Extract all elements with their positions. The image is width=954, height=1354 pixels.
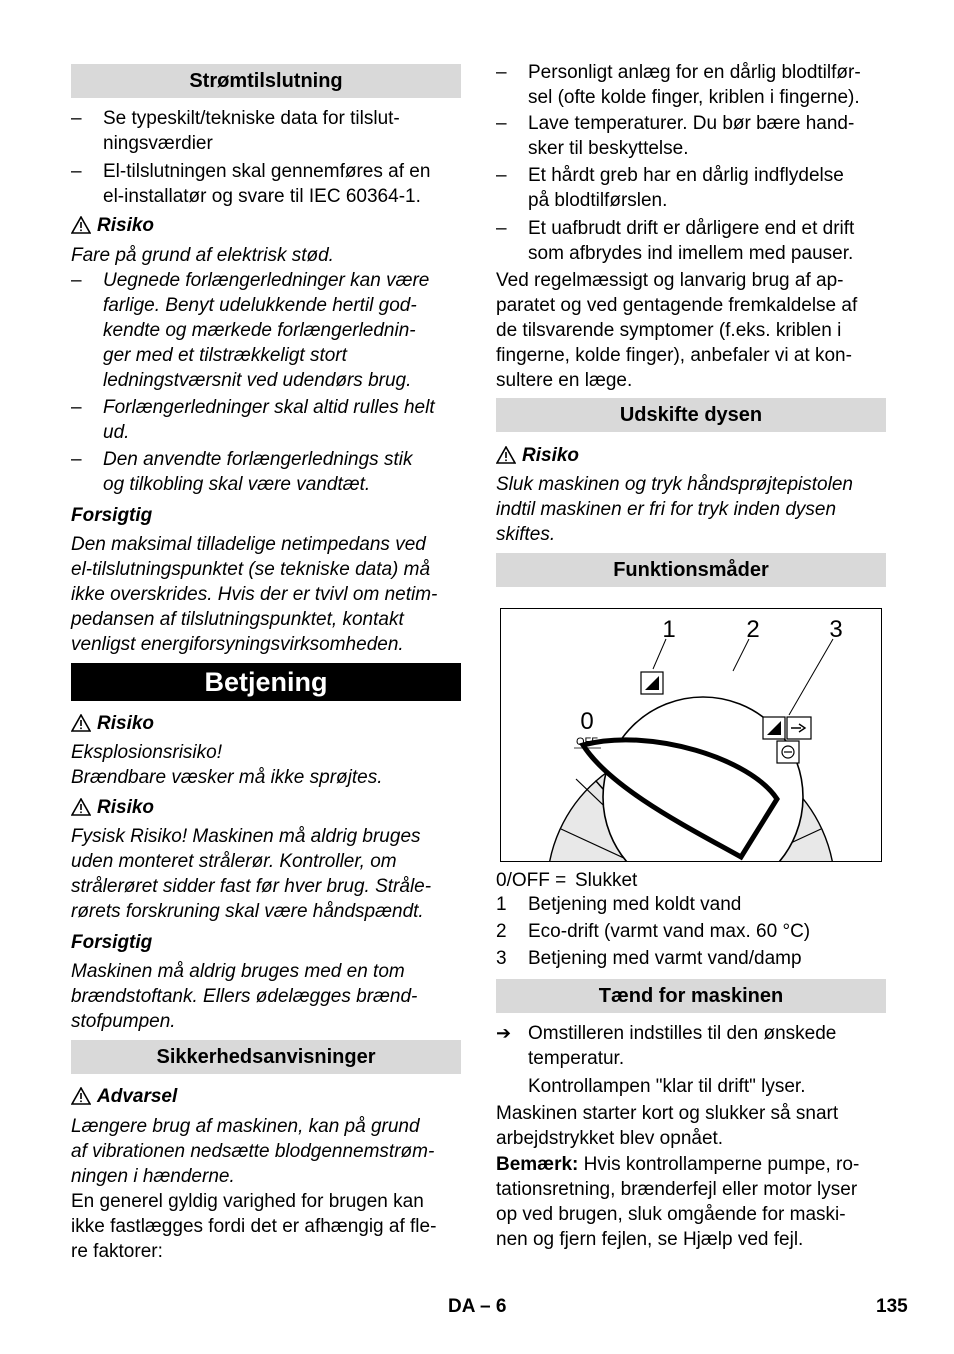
warning-heading: Advarsel bbox=[71, 1084, 177, 1109]
chapter-heading-operation: Betjening bbox=[71, 663, 461, 701]
arrow-right-icon: ➔ bbox=[496, 1023, 512, 1043]
section-heading-nozzle: Udskifte dysen bbox=[496, 398, 886, 432]
off-label: OFF bbox=[576, 736, 598, 748]
risk-text: Brændbare væsker må ikke sprøjtes. bbox=[71, 767, 383, 788]
callout-2: 2 bbox=[746, 616, 760, 643]
warning-triangle-icon bbox=[71, 216, 91, 234]
callout-3: 3 bbox=[829, 616, 843, 643]
caution-heading: Forsigtig bbox=[71, 505, 153, 526]
section-heading-power: Strømtilslutning bbox=[71, 64, 461, 98]
cold-water-icon bbox=[641, 672, 663, 694]
burner-icon bbox=[777, 741, 799, 763]
risk-text: Eksplosionsrisiko! bbox=[71, 742, 222, 763]
section-heading-start: Tænd for maskinen bbox=[496, 979, 886, 1013]
risk-text: Fare på grund af elektrisk stød. bbox=[71, 245, 334, 266]
warning-triangle-icon bbox=[71, 714, 91, 732]
callout-0: 0 bbox=[580, 708, 594, 735]
risk-heading: Risiko bbox=[71, 711, 154, 736]
instruction-result: Kontrollampen "klar til drift" lyser. bbox=[528, 1076, 806, 1097]
footer-language-page: DA – 6 bbox=[448, 1296, 507, 1317]
caution-heading: Forsigtig bbox=[71, 932, 153, 953]
svg-text:eco: eco bbox=[724, 681, 736, 688]
callout-1: 1 bbox=[662, 616, 676, 643]
page-number: 135 bbox=[876, 1296, 908, 1317]
warning-triangle-icon bbox=[71, 798, 91, 816]
risk-heading: Risiko bbox=[496, 443, 579, 468]
mode-dial-figure bbox=[500, 608, 882, 862]
risk-heading: Risiko bbox=[71, 795, 154, 820]
section-heading-safety: Sikkerhedsanvisninger bbox=[71, 1040, 461, 1074]
warning-triangle-icon bbox=[71, 1087, 91, 1105]
hot-water-icon bbox=[763, 717, 811, 739]
eco-icon bbox=[719, 672, 741, 694]
section-heading-modes: Funktionsmåder bbox=[496, 553, 886, 587]
risk-heading: Risiko bbox=[71, 213, 154, 238]
warning-triangle-icon bbox=[496, 446, 516, 464]
